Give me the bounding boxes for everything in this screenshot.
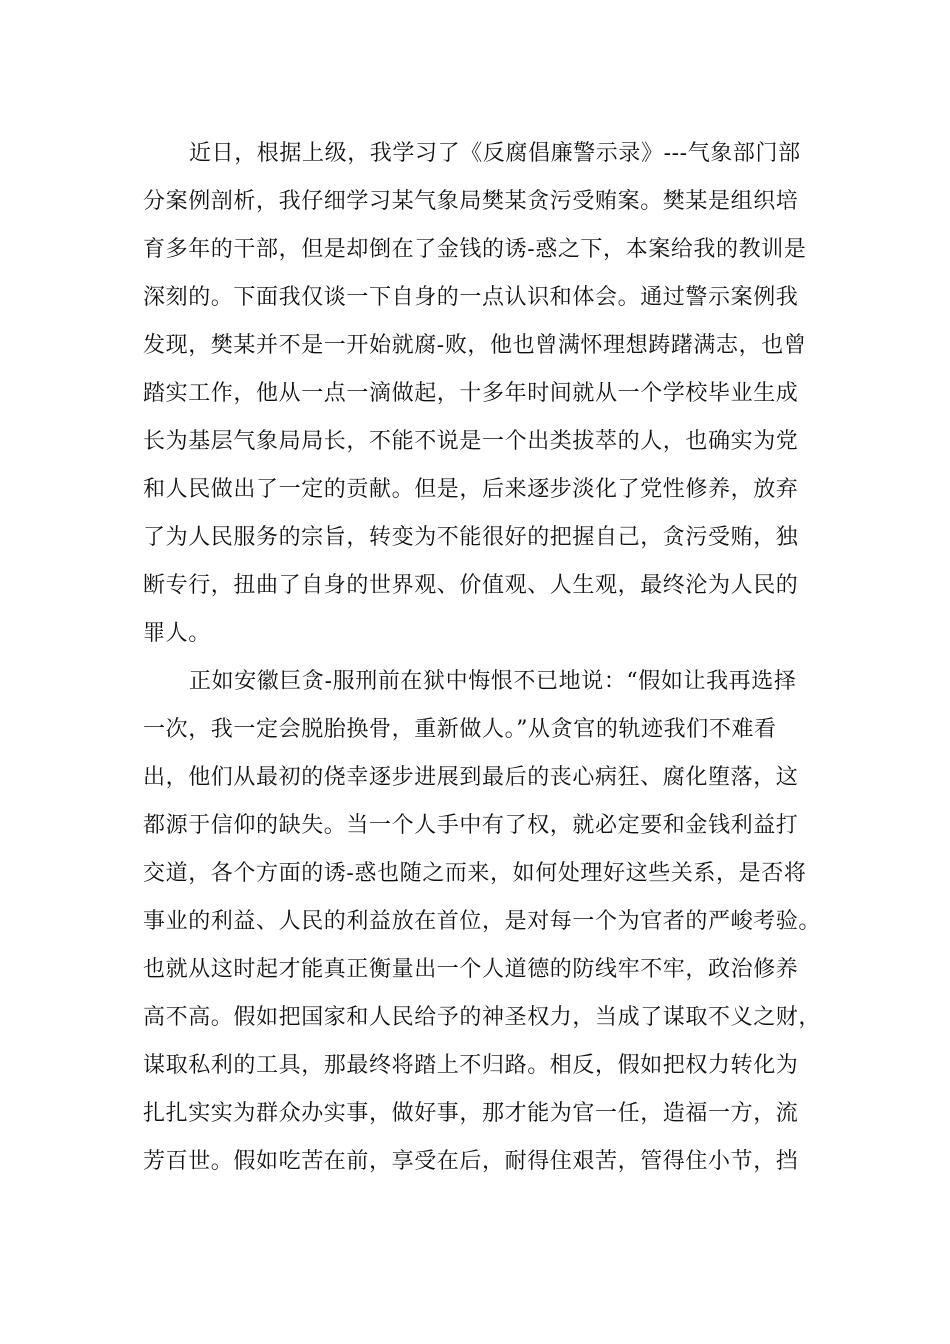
body-text [143, 130, 823, 1186]
paragraph-2-line: 出，他们从最初的侥幸逐步进展到最后的丧心病狂、腐化堕落，这 [143, 765, 799, 790]
paragraph-1-line: 了为人民服务的宗旨，转变为不能很好的把握自己，贪污受贿，独 [143, 525, 799, 550]
paragraph-2-line: 都源于信仰的缺失。当一个人手中有了权，就必定要和金钱利益打 [143, 813, 799, 838]
paragraph-2-line: 也就从这时起才能真正衡量出一个人道德的防线牢不牢，政治修养 [143, 957, 799, 982]
paragraph-1-line: 深刻的。下面我仅谈一下自身的一点认识和体会。通过警示案例我 [143, 285, 799, 310]
paragraph-2-line: 正如安徽巨贪-服刑前在狱中悔恨不已地说：“假如让我再选择 [189, 669, 797, 694]
paragraph-1-line: 踏实工作，他从一点一滴做起，十多年时间就从一个学校毕业生成 [143, 381, 799, 406]
paragraph-2-line: 事业的利益、人民的利益放在首位，是对每一个为官者的严峻考验。 [143, 909, 822, 934]
paragraph-2-line: 扎扎实实为群众办实事，做好事，那才能为官一任，造福一方，流 [143, 1101, 799, 1126]
paragraph-1-line: 育多年的干部，但是却倒在了金钱的诱-惑之下，本案给我的教训是 [143, 237, 807, 262]
paragraph-1-line: 分案例剖析，我仔细学习某气象局樊某贪污受贿案。樊某是组织培 [143, 189, 799, 214]
paragraph-1-line: 和人民做出了一定的贡献。但是，后来逐步淡化了党性修养，放弃 [143, 477, 799, 502]
paragraph-1-line: 罪人。 [143, 621, 211, 646]
paragraph-1-line: 发现，樊某并不是一开始就腐-败，他也曾满怀理想踌躇满志，也曾 [143, 333, 807, 358]
paragraph-1-line: 长为基层气象局局长，不能不说是一个出类拔萃的人，也确实为党 [143, 429, 799, 454]
paragraph-1-line: 近日，根据上级，我学习了《反腐倡廉警示录》---气象部门部 [189, 141, 801, 166]
paragraph-2-line: 一次，我一定会脱胎换骨，重新做人。”从贪官的轨迹我们不难看 [143, 717, 777, 742]
paragraph-2-line: 交道，各个方面的诱-惑也随之而来，如何处理好这些关系，是否将 [143, 861, 807, 886]
paragraph-1-line: 断专行，扭曲了自身的世界观、价值观、人生观，最终沦为人民的 [143, 573, 799, 598]
paragraph-2-line: 芳百世。假如吃苦在前，享受在后，耐得住艰苦，管得住小节，挡 [143, 1149, 799, 1174]
paragraph-2-line: 谋取私利的工具，那最终将踏上不归路。相反，假如把权力转化为 [143, 1053, 799, 1078]
paragraph-2-line: 高不高。假如把国家和人民给予的神圣权力，当成了谋取不义之财， [143, 1005, 822, 1030]
